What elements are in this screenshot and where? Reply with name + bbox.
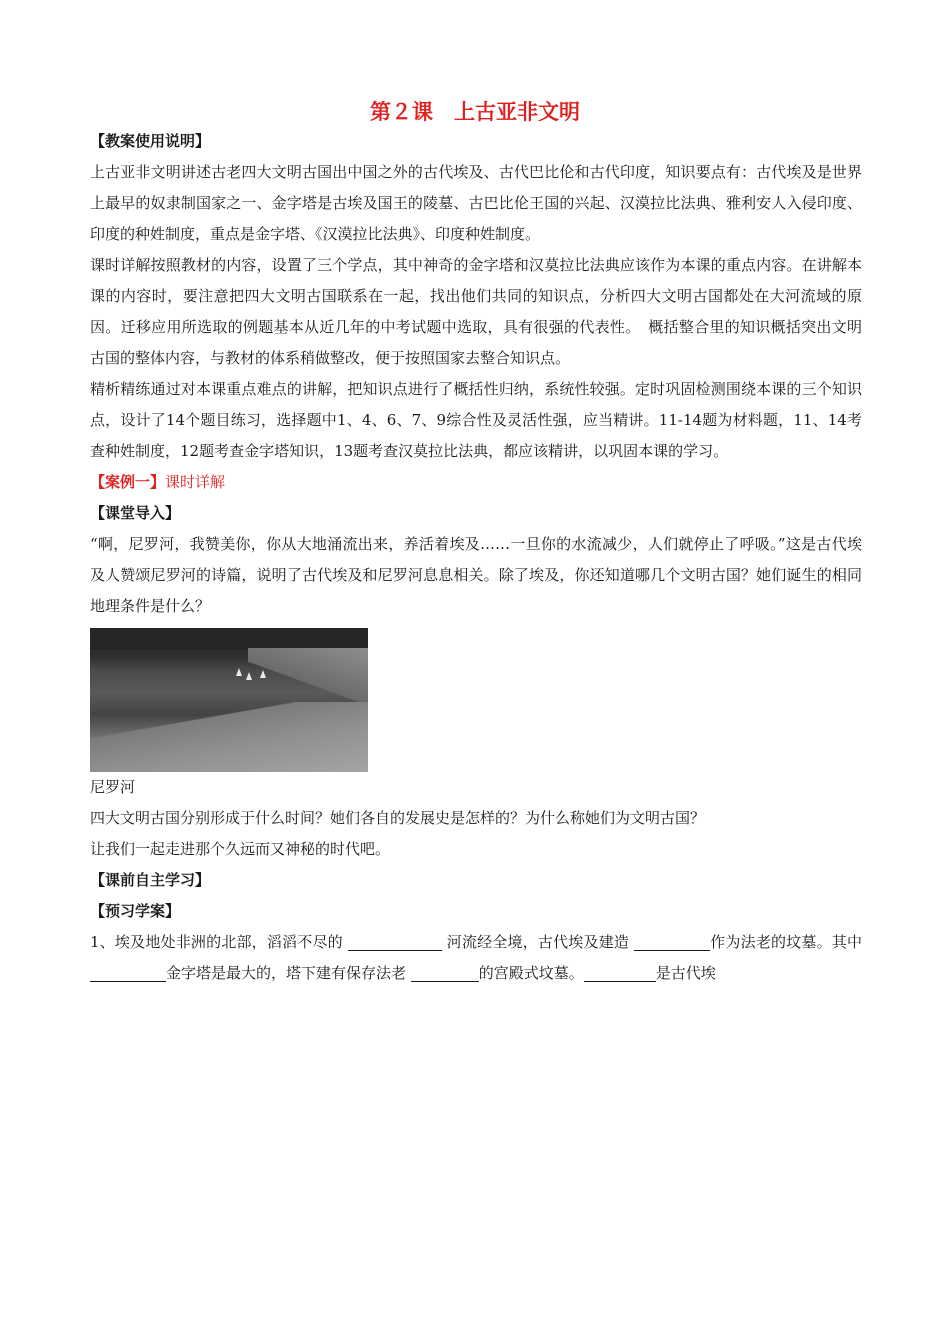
fill-blank[interactable] [90, 963, 166, 982]
case-label: 【案例一】 [90, 473, 166, 491]
section-heading-usage: 【教案使用说明】 [90, 132, 211, 150]
fill-blank[interactable] [634, 932, 710, 951]
section-heading-preview: 【预习学案】 [90, 902, 181, 920]
case-title: 课时详解 [165, 473, 226, 491]
q1-text: 的宫殿式坟墓。 [478, 964, 584, 982]
sailboat-icon [246, 672, 252, 680]
fill-blank[interactable] [584, 963, 656, 982]
intro-paragraph-2: 四大文明古国分别形成于什么时间？她们各自的发展史是怎样的？为什么称她们为文明古国？ [90, 809, 706, 827]
fill-blank[interactable] [411, 963, 479, 982]
image-caption: 尼罗河 [90, 778, 136, 796]
page-title: 第２课 上古亚非文明 [370, 100, 580, 124]
document-body [90, 126, 862, 989]
section-heading-intro: 【课堂导入】 [90, 504, 181, 522]
question-1 [90, 927, 862, 989]
intro-paragraph-3: 让我们一起走进那个久远而又神秘的时代吧。 [90, 840, 391, 858]
sailboat-icon [260, 670, 266, 678]
sailboat-icon [236, 668, 242, 676]
fill-blank[interactable] [348, 932, 442, 951]
q1-text: 1、埃及地处非洲的北部，滔滔不尽的 [90, 933, 348, 951]
usage-paragraph-2: 课时详解按照教材的内容，设置了三个学点，其中神奇的金字塔和汉莫拉比法典应该作为本课的重点内容。在讲解本课的内容时，要注意把四大文明古国联系在一起，找出他们共同的知识点，分析四大文明古国都处在大河流域的原因。迁移应用所选取的例题基本从近几年的中考试题中选取，具有很强的代表性。 概括整合里的知识概括突出文明古国的整体内容，与教材的体系稍做整改，便于按照国家去整合知识点。 [90, 256, 862, 367]
usage-paragraph-1: 上古亚非文明讲述古老四大文明古国出中国之外的古代埃及、古代巴比伦和古代印度，知识要点有：古代埃及是世界上最早的奴隶制国家之一、金字塔是古埃及国王的陵墓、古巴比伦王国的兴起、汉漠拉比法典、雅利安人入侵印度、印度的种姓制度，重点是金字塔、《汉漠拉比法典》、印度种姓制度。 [90, 163, 862, 243]
q1-text: 金字塔是最大的，塔下建有保存法老 [166, 964, 411, 982]
nile-river-photo [90, 628, 368, 772]
photo-near-bank [90, 702, 368, 772]
usage-paragraph-3: 精析精练通过对本课重点难点的讲解，把知识点进行了概括性归纳，系统性较强。定时巩固检测围绕本课的三个知识点，设计了14个题目练习，选择题中1、4、6、7、9综合性及灵活性强，应当精讲。11-14题为材料题，11、14考查种姓制度，12题考查金字塔知识，13题考查汉莫拉比法典，都应该精讲，以巩固本课的学习。 [90, 380, 862, 460]
case-heading [90, 467, 862, 498]
q1-text: 河流经全境，古代埃及建造 [441, 933, 635, 951]
q1-text: 是古代埃 [655, 964, 716, 982]
photo-sky [90, 628, 368, 650]
section-heading-self-study: 【课前自主学习】 [90, 871, 211, 889]
intro-paragraph-1: “啊，尼罗河，我赞美你，你从大地涌流出来，养活着埃及……一旦你的水流减少，人们就停止了呼吸。”这是古代埃及人赞颂尼罗河的诗篇，说明了古代埃及和尼罗河息息相关。除了埃及，你还知道哪几个文明古国？她们诞生的相同地理条件是什么？ [90, 535, 862, 615]
q1-text: 作为法老的坟墓。其中 [710, 933, 862, 951]
